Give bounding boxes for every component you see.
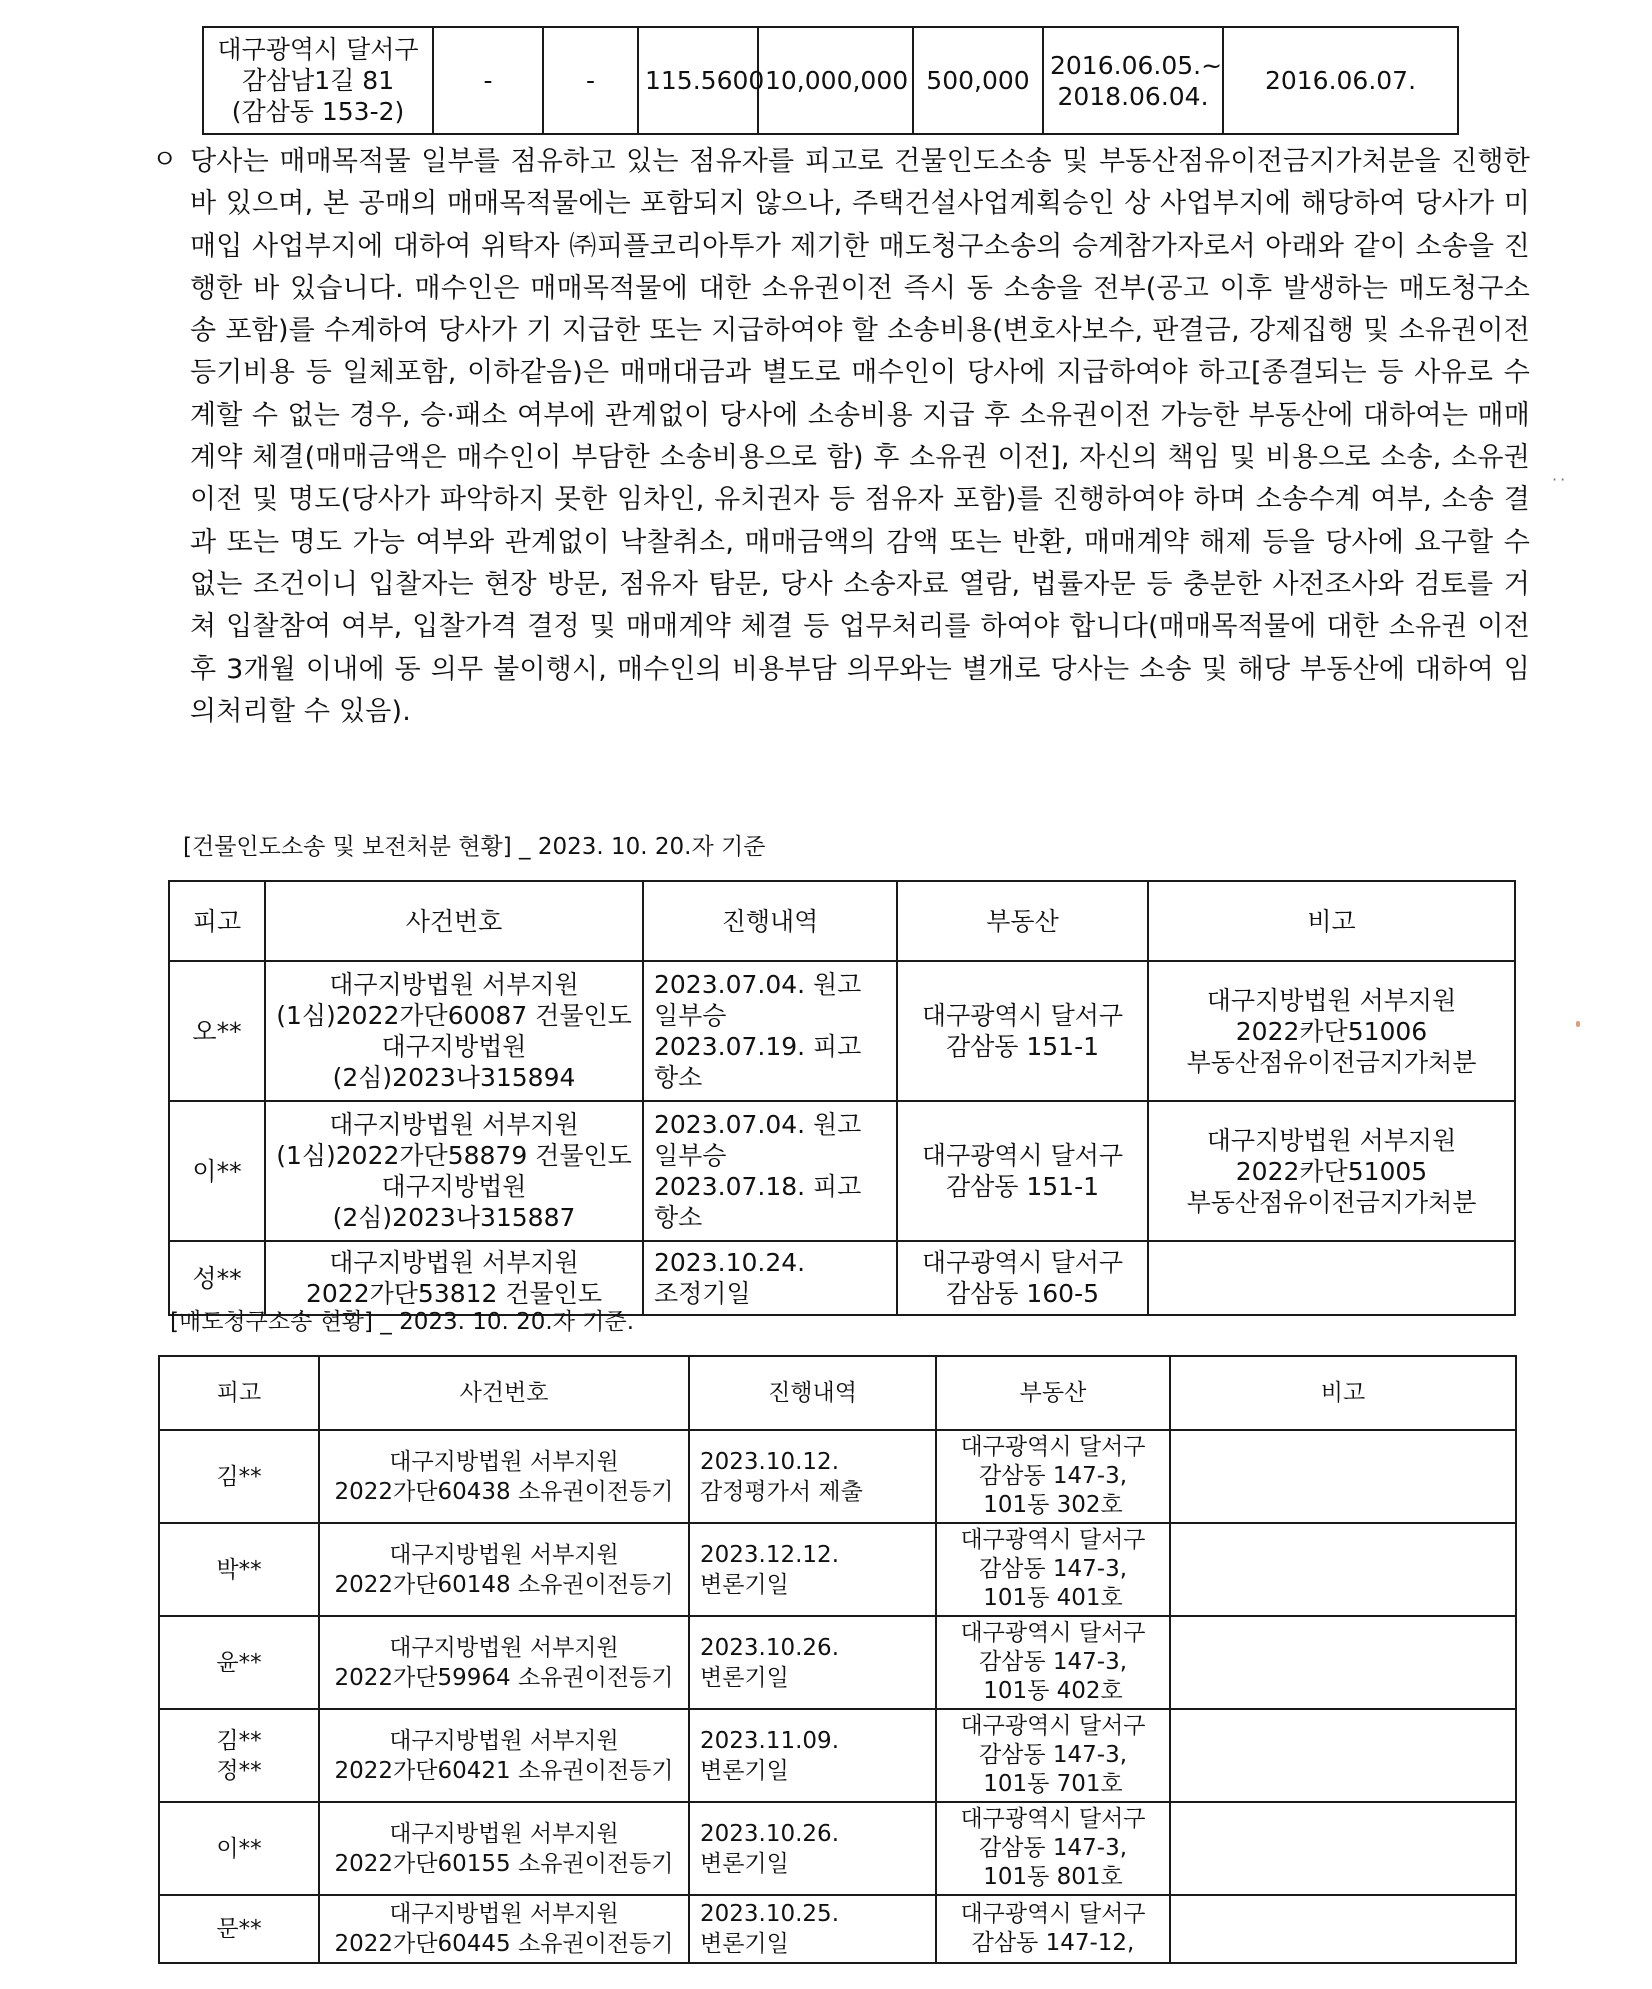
property-cell: 대구광역시 달서구 감삼동 147-3, 101동 302호	[936, 1430, 1170, 1523]
period-cell: 2016.06.05.~ 2018.06.04.	[1043, 27, 1223, 134]
defendant-cell: 박**	[159, 1523, 319, 1616]
case-cell: 대구지방법원 서부지원 2022가단53812 건물인도	[265, 1241, 643, 1315]
column-header: 비고	[1170, 1356, 1516, 1430]
remark-cell	[1170, 1523, 1516, 1616]
amount-cell: 500,000	[913, 27, 1043, 134]
progress-cell: 2023.10.25. 변론기일	[689, 1895, 936, 1963]
building-suit-table	[168, 880, 1516, 1316]
table-header-row	[169, 881, 1515, 961]
table-row	[159, 1895, 1516, 1963]
defendant-cell: 김**	[159, 1430, 319, 1523]
progress-cell: 2023.07.04. 원고 일부승 2023.07.19. 피고 항소	[643, 961, 897, 1101]
table-row	[159, 1523, 1516, 1616]
remark-cell	[1170, 1709, 1516, 1802]
table-header-row	[159, 1356, 1516, 1430]
property-cell: 대구광역시 달서구 감삼동 151-1	[897, 961, 1148, 1101]
case-cell: 대구지방법원 서부지원 (1심)2022가단58879 건물인도 대구지방법원 (2심)2023나315887	[265, 1101, 643, 1241]
sale-claim-table	[158, 1355, 1517, 1964]
column-header: 사건번호	[265, 881, 643, 961]
column-header: 진행내역	[643, 881, 897, 961]
property-cell: 대구광역시 달서구 감삼동 147-3, 101동 701호	[936, 1709, 1170, 1802]
property-cell: 대구광역시 달서구 감삼동 147-3, 101동 402호	[936, 1616, 1170, 1709]
column-header: 부동산	[936, 1356, 1170, 1430]
remark-cell	[1170, 1895, 1516, 1963]
progress-cell: 2023.07.04. 원고 일부승 2023.07.18. 피고 항소	[643, 1101, 897, 1241]
defendant-cell: 오**	[169, 961, 265, 1101]
case-cell: 대구지방법원 서부지원 2022가단60148 소유권이전등기	[319, 1523, 689, 1616]
area-cell: 115.5600	[638, 27, 758, 134]
remark-cell	[1170, 1616, 1516, 1709]
table-cell: -	[433, 27, 543, 134]
bullet-icon: ㅇ	[152, 145, 178, 175]
progress-cell: 2023.10.26. 변론기일	[689, 1616, 936, 1709]
table-row	[203, 27, 1458, 134]
column-header: 진행내역	[689, 1356, 936, 1430]
property-table	[202, 26, 1459, 135]
property-cell: 대구광역시 달서구 감삼동 147-12,	[936, 1895, 1170, 1963]
remark-cell	[1148, 1241, 1515, 1315]
building-suit-caption: [건물인도소송 및 보전처분 현황] _ 2023. 10. 20.자 기준	[183, 834, 766, 860]
table-cell: -	[543, 27, 638, 134]
column-header: 비고	[1148, 881, 1515, 961]
property-cell: 대구광역시 달서구 감삼동 160-5	[897, 1241, 1148, 1315]
table-row	[159, 1430, 1516, 1523]
defendant-cell: 윤**	[159, 1616, 319, 1709]
defendant-cell: 문**	[159, 1895, 319, 1963]
case-cell: 대구지방법원 서부지원 2022가단60445 소유권이전등기	[319, 1895, 689, 1963]
column-header: 피고	[169, 881, 265, 961]
property-cell: 대구광역시 달서구 감삼동 147-3, 101동 401호	[936, 1523, 1170, 1616]
case-cell: 대구지방법원 서부지원 2022가단60155 소유권이전등기	[319, 1802, 689, 1895]
table-row	[159, 1802, 1516, 1895]
column-header: 사건번호	[319, 1356, 689, 1430]
progress-cell: 2023.10.12. 감정평가서 제출	[689, 1430, 936, 1523]
progress-cell: 2023.10.26. 변론기일	[689, 1802, 936, 1895]
property-cell: 대구광역시 달서구 감삼동 151-1	[897, 1101, 1148, 1241]
defendant-cell: 성**	[169, 1241, 265, 1315]
progress-cell: 2023.11.09. 변론기일	[689, 1709, 936, 1802]
table-row	[159, 1709, 1516, 1802]
remark-cell: 대구지방법원 서부지원 2022카단51006 부동산점유이전금지가처분	[1148, 961, 1515, 1101]
progress-cell: 2023.12.12. 변론기일	[689, 1523, 936, 1616]
sale-claim-caption: [매도청구소송 현황] _ 2023. 10. 20.자 기준.	[170, 1309, 635, 1335]
defendant-cell: 이**	[169, 1101, 265, 1241]
date-cell: 2016.06.07.	[1223, 27, 1458, 134]
table-row	[169, 961, 1515, 1101]
column-header: 피고	[159, 1356, 319, 1430]
notice-text: 당사는 매매목적물 일부를 점유하고 있는 점유자를 피고로 건물인도소송 및 부동산점유이전금지가처분을 진행한 바 있으며, 본 공매의 매매목적물에는 포함되지 않으나, 주택건설사업계획승인 상 사업부지에 해당하여 당사가 미매입 사업부지에 대하여 위탁자 ㈜피플코리아투가 제기한 매도청구소송의 승계참가자로서 아래와 같이 소송을 진행한 바 있습니다. 매수인은 매매목적물에 대한 소유권이전 즉시 동 소송을 전부(공고 이후 발생하는 매도청구소송 포함)를 수계하여 당사가 기 지급한 또는 지급하여야 할 소송비용(변호사보수, 판결금, 강제집행 및 소유권이전등기비용 등 일체포함, 이하같음)은 매매대금과 별도로 매수인이 당사에 지급하여야 하고[종결되는 등 사유로 수계할 수 없는 경우, 승·패소 여부에 관계없이 당사에 소송비용 지급 후 소유권이전 가능한 부동산에 대하여는 매매계약 체결(매매금액은 매수인이 부담한 소송비용으로 함) 후 소유권 이전], 자신의 책임 및 비용으로 소송, 소유권이전 및 명도(당사가 파악하지 못한 임차인, 유치권자 등 점유자 포함)를 진행하여야 하며 소송수계 여부, 소송 결과 또는 명도 가능 여부와 관계없이 낙찰취소, 매매금액의 감액 또는 반환, 매매계약 해제 등을 당사에 요구할 수 없는 조건이니 입찰자는 현장 방문, 점유자 탐문, 당사 소송자료 열람, 법률자문 등 충분한 사전조사와 검토를 거쳐 입찰참여 여부, 입찰가격 결정 및 매매계약 체결 등 업무처리를 하여야 합니다(매매목적물에 대한 소유권 이전 후 3개월 이내에 동 의무 불이행시, 매수인의 비용부담 의무와는 별개로 당사는 소송 및 해당 부동산에 대하여 임의처리할 수 있음).	[190, 146, 1530, 727]
case-cell: 대구지방법원 서부지원 2022가단60421 소유권이전등기	[319, 1709, 689, 1802]
defendant-cell: 김** 정**	[159, 1709, 319, 1802]
case-cell: 대구지방법원 서부지원 (1심)2022가단60087 건물인도 대구지방법원 (2심)2023나315894	[265, 961, 643, 1101]
remark-cell: 대구지방법원 서부지원 2022카단51005 부동산점유이전금지가처분	[1148, 1101, 1515, 1241]
property-cell: 대구광역시 달서구 감삼동 147-3, 101동 801호	[936, 1802, 1170, 1895]
case-cell: 대구지방법원 서부지원 2022가단59964 소유권이전등기	[319, 1616, 689, 1709]
case-cell: 대구지방법원 서부지원 2022가단60438 소유권이전등기	[319, 1430, 689, 1523]
scan-artifact	[1576, 1021, 1580, 1027]
remark-cell	[1170, 1802, 1516, 1895]
table-row	[159, 1616, 1516, 1709]
table-row	[169, 1101, 1515, 1241]
progress-cell: 2023.10.24. 조정기일	[643, 1241, 897, 1315]
remark-cell	[1170, 1430, 1516, 1523]
scan-artifact: ··	[1552, 470, 1569, 489]
column-header: 부동산	[897, 881, 1148, 961]
defendant-cell: 이**	[159, 1802, 319, 1895]
address-cell: 대구광역시 달서구 감삼남1길 81 (감삼동 153-2)	[203, 27, 433, 134]
amount-cell: 10,000,000	[758, 27, 913, 134]
